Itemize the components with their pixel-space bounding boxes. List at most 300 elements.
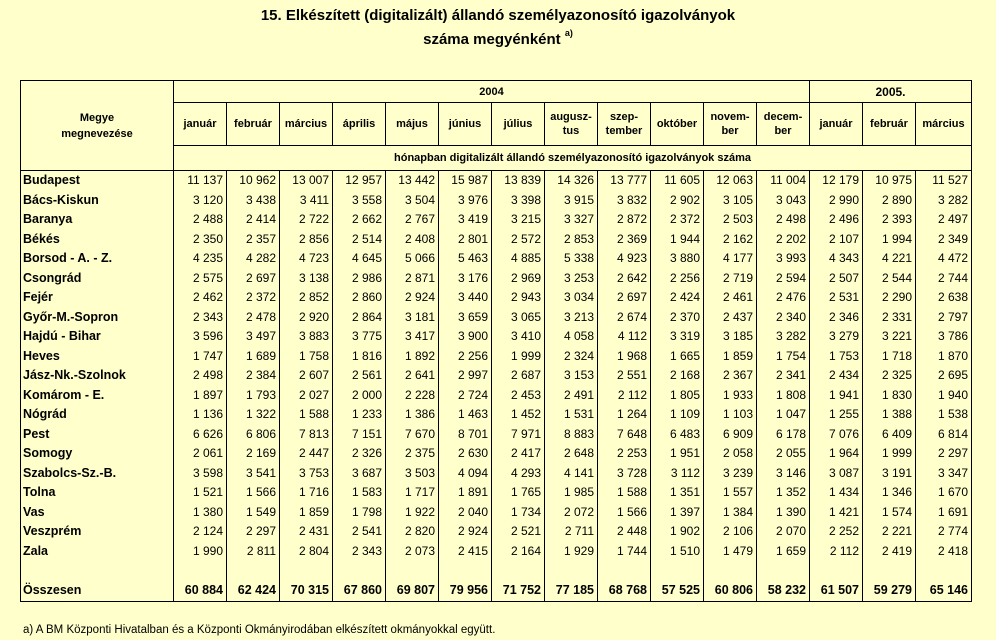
value-cell: 1 744 (598, 542, 651, 562)
region-name: Összesen (21, 579, 174, 602)
value-cell: 3 319 (651, 327, 704, 347)
table-row (21, 522, 972, 542)
footnote: a) A BM Központi Hivatalban és a Központi Okmányirodában elkészített okmányokkal együtt. (23, 624, 496, 636)
region-name: Somogy (21, 444, 174, 464)
spacer-cell (21, 561, 174, 579)
value-cell: 3 138 (280, 269, 333, 289)
spacer-cell (651, 561, 704, 579)
value-cell: 2 256 (439, 347, 492, 367)
value-cell: 2 325 (863, 366, 916, 386)
value-cell: 1 816 (333, 347, 386, 367)
value-cell: 7 670 (386, 425, 439, 445)
value-cell: 3 282 (757, 327, 810, 347)
value-cell: 3 558 (333, 191, 386, 211)
value-cell: 3 239 (704, 464, 757, 484)
value-cell: 6 409 (863, 425, 916, 445)
value-cell: 2 290 (863, 288, 916, 308)
region-header-line1: Megye (79, 111, 115, 124)
value-cell: 11 605 (651, 171, 704, 191)
value-cell: 2 431 (280, 522, 333, 542)
month-header (280, 103, 333, 146)
table-row (21, 386, 972, 406)
value-cell: 1 352 (757, 483, 810, 503)
value-cell: 3 598 (174, 464, 227, 484)
value-cell: 2 162 (704, 230, 757, 250)
month-header-line2: ber (774, 125, 792, 137)
value-cell: 5 463 (439, 249, 492, 269)
value-cell: 2 820 (386, 522, 439, 542)
value-cell: 2 990 (810, 191, 863, 211)
value-cell: 1 793 (227, 386, 280, 406)
table-row (21, 405, 972, 425)
value-cell: 14 326 (545, 171, 598, 191)
value-cell: 1 588 (598, 483, 651, 503)
region-name: Győr-M.-Sopron (21, 308, 174, 328)
table-row (21, 191, 972, 211)
value-cell: 2 297 (227, 522, 280, 542)
month-header-line1: július (503, 118, 533, 130)
value-cell: 2 072 (545, 503, 598, 523)
value-cell: 4 645 (333, 249, 386, 269)
table-row (21, 210, 972, 230)
value-cell: 2 070 (757, 522, 810, 542)
value-cell: 3 832 (598, 191, 651, 211)
value-cell: 2 811 (227, 542, 280, 562)
value-cell: 1 351 (651, 483, 704, 503)
value-cell: 13 777 (598, 171, 651, 191)
value-cell: 2 375 (386, 444, 439, 464)
month-header (227, 103, 280, 146)
value-cell: 2 872 (598, 210, 651, 230)
value-cell: 3 596 (174, 327, 227, 347)
value-cell: 2 986 (333, 269, 386, 289)
value-cell: 1 758 (280, 347, 333, 367)
value-cell: 1 689 (227, 347, 280, 367)
value-cell: 4 282 (227, 249, 280, 269)
value-cell: 2 447 (280, 444, 333, 464)
value-cell: 2 797 (916, 308, 972, 328)
value-cell: 3 883 (280, 327, 333, 347)
value-cell: 3 065 (492, 308, 545, 328)
value-cell: 1 933 (704, 386, 757, 406)
value-cell: 4 885 (492, 249, 545, 269)
month-header (333, 103, 386, 146)
value-cell: 2 349 (916, 230, 972, 250)
spacer-cell (704, 561, 757, 579)
value-cell: 4 112 (598, 327, 651, 347)
value-cell: 3 176 (439, 269, 492, 289)
value-cell: 5 338 (545, 249, 598, 269)
value-cell: 2 801 (439, 230, 492, 250)
month-header (492, 103, 545, 146)
value-cell: 1 902 (651, 522, 704, 542)
value-cell: 2 061 (174, 444, 227, 464)
value-cell: 2 498 (757, 210, 810, 230)
value-cell: 1 891 (439, 483, 492, 503)
value-cell: 2 340 (757, 308, 810, 328)
value-cell: 3 419 (439, 210, 492, 230)
value-cell: 2 575 (174, 269, 227, 289)
month-header (598, 103, 651, 146)
value-cell: 1 549 (227, 503, 280, 523)
value-cell: 2 531 (810, 288, 863, 308)
value-cell: 3 497 (227, 327, 280, 347)
value-cell: 1 388 (863, 405, 916, 425)
value-cell: 1 233 (333, 405, 386, 425)
region-name: Szabolcs-Sz.-B. (21, 464, 174, 484)
value-cell: 3 541 (227, 464, 280, 484)
value-cell: 3 504 (386, 191, 439, 211)
region-name: Komárom - E. (21, 386, 174, 406)
value-cell: 8 701 (439, 425, 492, 445)
spacer-cell (863, 561, 916, 579)
value-cell: 1 557 (704, 483, 757, 503)
value-cell: 1 531 (545, 405, 598, 425)
month-header-line1: június (448, 118, 482, 130)
value-cell: 13 007 (280, 171, 333, 191)
value-cell: 1 390 (757, 503, 810, 523)
value-cell: 2 168 (651, 366, 704, 386)
value-cell: 1 452 (492, 405, 545, 425)
value-cell: 2 488 (174, 210, 227, 230)
value-cell: 1 659 (757, 542, 810, 562)
value-cell: 4 094 (439, 464, 492, 484)
value-cell: 2 370 (651, 308, 704, 328)
value-cell: 6 814 (916, 425, 972, 445)
value-cell: 2 638 (916, 288, 972, 308)
value-cell: 68 768 (598, 579, 651, 602)
month-header (810, 103, 863, 146)
value-cell: 1 830 (863, 386, 916, 406)
value-cell: 1 255 (810, 405, 863, 425)
table-row (21, 503, 972, 523)
value-cell: 1 999 (492, 347, 545, 367)
value-cell: 1 717 (386, 483, 439, 503)
value-cell: 1 941 (810, 386, 863, 406)
value-cell: 2 503 (704, 210, 757, 230)
month-header (386, 103, 439, 146)
value-cell: 3 503 (386, 464, 439, 484)
value-cell: 2 169 (227, 444, 280, 464)
table-row (21, 308, 972, 328)
value-cell: 1 521 (174, 483, 227, 503)
value-cell: 8 883 (545, 425, 598, 445)
value-cell: 2 491 (545, 386, 598, 406)
month-header-line2: tus (562, 125, 580, 137)
value-cell: 3 347 (916, 464, 972, 484)
spacer-cell (598, 561, 651, 579)
value-cell: 2 697 (227, 269, 280, 289)
value-cell: 62 424 (227, 579, 280, 602)
table-row (21, 444, 972, 464)
value-cell: 15 987 (439, 171, 492, 191)
value-cell: 2 920 (280, 308, 333, 328)
value-cell: 58 232 (757, 579, 810, 602)
value-cell: 69 807 (386, 579, 439, 602)
month-header-line1: május (396, 118, 428, 130)
region-name: Hajdú - Bihar (21, 327, 174, 347)
table-title-text: száma megyénként (423, 31, 561, 48)
table-row (21, 249, 972, 269)
value-cell: 2 853 (545, 230, 598, 250)
value-cell: 2 369 (598, 230, 651, 250)
value-cell: 11 527 (916, 171, 972, 191)
spacer-cell (333, 561, 386, 579)
value-cell: 1 718 (863, 347, 916, 367)
value-cell: 11 004 (757, 171, 810, 191)
value-cell: 3 417 (386, 327, 439, 347)
value-cell: 1 870 (916, 347, 972, 367)
value-cell: 2 767 (386, 210, 439, 230)
value-cell: 1 734 (492, 503, 545, 523)
value-cell: 1 109 (651, 405, 704, 425)
value-cell: 2 514 (333, 230, 386, 250)
value-cell: 2 350 (174, 230, 227, 250)
value-cell: 1 897 (174, 386, 227, 406)
spacer-cell (757, 561, 810, 579)
value-cell: 4 141 (545, 464, 598, 484)
spacer-row (21, 561, 972, 579)
value-cell: 3 253 (545, 269, 598, 289)
month-header-line2: ber (721, 125, 739, 137)
value-cell: 2 415 (439, 542, 492, 562)
value-cell: 3 775 (333, 327, 386, 347)
spacer-cell (227, 561, 280, 579)
year-header-2005: 2005. (810, 81, 972, 103)
table-row (21, 464, 972, 484)
month-header-line1: február (870, 118, 908, 130)
value-cell: 61 507 (810, 579, 863, 602)
table-row (21, 483, 972, 503)
region-name: Békés (21, 230, 174, 250)
value-cell: 2 697 (598, 288, 651, 308)
value-cell: 2 521 (492, 522, 545, 542)
value-cell: 1 747 (174, 347, 227, 367)
value-cell: 67 860 (333, 579, 386, 602)
value-cell: 12 179 (810, 171, 863, 191)
value-cell: 1 940 (916, 386, 972, 406)
value-cell: 79 956 (439, 579, 492, 602)
table-row (21, 171, 972, 191)
value-cell: 1 434 (810, 483, 863, 503)
value-cell: 3 185 (704, 327, 757, 347)
value-cell: 4 472 (916, 249, 972, 269)
value-cell: 2 744 (916, 269, 972, 289)
value-cell: 2 642 (598, 269, 651, 289)
value-cell: 3 213 (545, 308, 598, 328)
value-cell: 3 993 (757, 249, 810, 269)
value-cell: 2 346 (810, 308, 863, 328)
spacer-cell (492, 561, 545, 579)
value-cell: 1 892 (386, 347, 439, 367)
region-header-line2: megnevezése (61, 127, 133, 140)
value-cell: 11 137 (174, 171, 227, 191)
value-cell: 3 976 (439, 191, 492, 211)
year-header-2004: 2004 (174, 81, 810, 103)
value-cell: 2 641 (386, 366, 439, 386)
value-cell: 2 902 (651, 191, 704, 211)
month-header-line1: február (234, 118, 272, 130)
month-header-line1: január (819, 118, 853, 130)
subtitle-header: hónapban digitalizált állandó személyazonosító igazolványok száma (174, 146, 972, 171)
value-cell: 2 541 (333, 522, 386, 542)
table-row (21, 366, 972, 386)
value-cell: 2 027 (280, 386, 333, 406)
value-cell: 77 185 (545, 579, 598, 602)
value-cell: 1 264 (598, 405, 651, 425)
value-cell: 3 146 (757, 464, 810, 484)
value-cell: 2 419 (863, 542, 916, 562)
value-cell: 2 478 (227, 308, 280, 328)
value-cell: 1 103 (704, 405, 757, 425)
value-cell: 2 106 (704, 522, 757, 542)
value-cell: 3 181 (386, 308, 439, 328)
value-cell: 3 659 (439, 308, 492, 328)
value-cell: 2 448 (598, 522, 651, 542)
spacer-cell (386, 561, 439, 579)
value-cell: 2 202 (757, 230, 810, 250)
value-cell: 3 687 (333, 464, 386, 484)
value-cell: 3 440 (439, 288, 492, 308)
spacer-cell (439, 561, 492, 579)
value-cell: 2 924 (439, 522, 492, 542)
value-cell: 2 852 (280, 288, 333, 308)
value-cell: 2 324 (545, 347, 598, 367)
value-cell: 6 909 (704, 425, 757, 445)
table-title-line1: 15. Elkészített (digitalizált) állandó személyazonosító igazolványok (260, 7, 736, 24)
value-cell: 2 055 (757, 444, 810, 464)
value-cell: 1 964 (810, 444, 863, 464)
table-row (21, 230, 972, 250)
month-header (439, 103, 492, 146)
value-cell: 1 346 (863, 483, 916, 503)
value-cell: 3 753 (280, 464, 333, 484)
month-header (545, 103, 598, 146)
value-cell: 2 497 (916, 210, 972, 230)
value-cell: 2 326 (333, 444, 386, 464)
spacer-cell (174, 561, 227, 579)
value-cell: 1 670 (916, 483, 972, 503)
value-cell: 2 414 (227, 210, 280, 230)
value-cell: 2 357 (227, 230, 280, 250)
value-cell: 3 034 (545, 288, 598, 308)
month-header-line1: január (183, 118, 217, 130)
region-name: Pest (21, 425, 174, 445)
value-cell: 2 860 (333, 288, 386, 308)
spacer-cell (916, 561, 972, 579)
value-cell: 1 583 (333, 483, 386, 503)
value-cell: 2 722 (280, 210, 333, 230)
value-cell: 1 479 (704, 542, 757, 562)
month-header-line1: október (656, 118, 698, 130)
region-name: Baranya (21, 210, 174, 230)
value-cell: 2 434 (810, 366, 863, 386)
value-cell: 2 367 (704, 366, 757, 386)
value-cell: 3 880 (651, 249, 704, 269)
month-header-line1: szep- (609, 111, 639, 123)
region-name: Budapest (21, 171, 174, 191)
value-cell: 3 191 (863, 464, 916, 484)
table-row (21, 269, 972, 289)
value-cell: 1 798 (333, 503, 386, 523)
value-cell: 3 120 (174, 191, 227, 211)
month-header-line1: április (342, 118, 376, 130)
value-cell: 2 496 (810, 210, 863, 230)
value-cell: 2 341 (757, 366, 810, 386)
table-row (21, 425, 972, 445)
value-cell: 1 384 (704, 503, 757, 523)
value-cell: 1 765 (492, 483, 545, 503)
region-name: Heves (21, 347, 174, 367)
value-cell: 4 177 (704, 249, 757, 269)
value-cell: 1 985 (545, 483, 598, 503)
region-name: Bács-Kiskun (21, 191, 174, 211)
value-cell: 3 112 (651, 464, 704, 484)
value-cell: 57 525 (651, 579, 704, 602)
value-cell: 70 315 (280, 579, 333, 602)
spacer-cell (545, 561, 598, 579)
value-cell: 4 343 (810, 249, 863, 269)
value-cell: 3 786 (916, 327, 972, 347)
value-cell: 2 221 (863, 522, 916, 542)
region-name: Nógrád (21, 405, 174, 425)
value-cell: 3 105 (704, 191, 757, 211)
value-cell: 1 999 (863, 444, 916, 464)
value-cell: 2 417 (492, 444, 545, 464)
value-cell: 10 975 (863, 171, 916, 191)
value-cell: 2 498 (174, 366, 227, 386)
value-cell: 71 752 (492, 579, 545, 602)
value-cell: 1 859 (704, 347, 757, 367)
value-cell: 2 418 (916, 542, 972, 562)
value-cell: 2 343 (174, 308, 227, 328)
value-cell: 1 421 (810, 503, 863, 523)
value-cell: 3 327 (545, 210, 598, 230)
value-cell: 2 695 (916, 366, 972, 386)
month-header (757, 103, 810, 146)
value-cell: 6 483 (651, 425, 704, 445)
value-cell: 3 728 (598, 464, 651, 484)
value-cell: 1 538 (916, 405, 972, 425)
value-cell: 2 124 (174, 522, 227, 542)
value-cell: 2 073 (386, 542, 439, 562)
value-cell: 2 372 (227, 288, 280, 308)
value-cell: 1 665 (651, 347, 704, 367)
value-cell: 2 856 (280, 230, 333, 250)
value-cell: 2 607 (280, 366, 333, 386)
value-cell: 1 397 (651, 503, 704, 523)
value-cell: 3 153 (545, 366, 598, 386)
value-cell: 1 929 (545, 542, 598, 562)
value-cell: 2 774 (916, 522, 972, 542)
value-cell: 2 551 (598, 366, 651, 386)
value-cell: 1 136 (174, 405, 227, 425)
value-cell: 4 058 (545, 327, 598, 347)
value-cell: 2 297 (916, 444, 972, 464)
value-cell: 4 723 (280, 249, 333, 269)
value-cell: 2 462 (174, 288, 227, 308)
value-cell: 2 890 (863, 191, 916, 211)
region-name: Tolna (21, 483, 174, 503)
month-header-line1: március (284, 118, 328, 130)
table-row (21, 327, 972, 347)
value-cell: 1 386 (386, 405, 439, 425)
value-cell: 3 915 (545, 191, 598, 211)
month-header-line1: augusz- (550, 111, 592, 123)
region-header (21, 81, 174, 171)
value-cell: 60 806 (704, 579, 757, 602)
value-cell: 1 047 (757, 405, 810, 425)
